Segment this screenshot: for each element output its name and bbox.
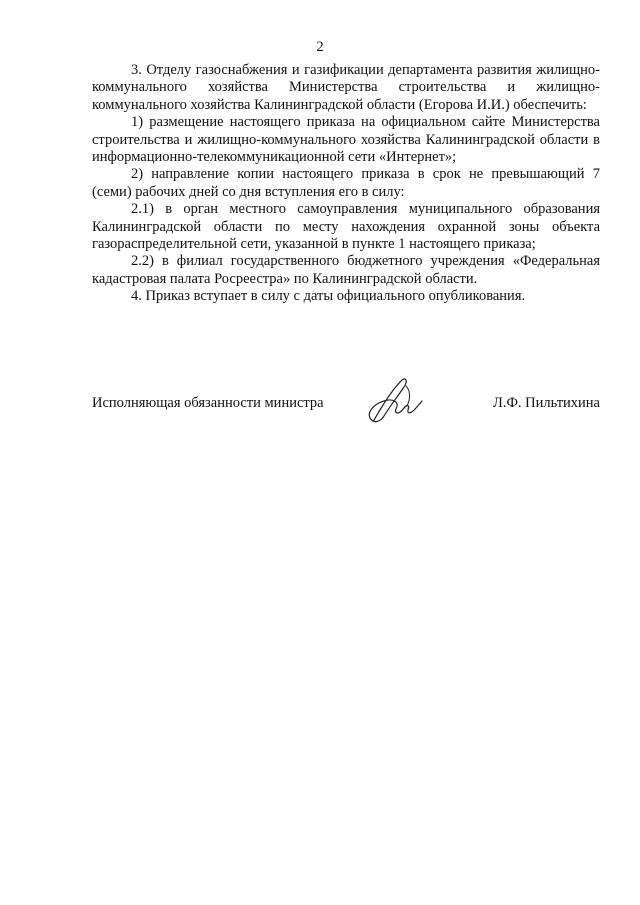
- paragraph-3-2: 2) направление копии настоящего приказа в срок не превышающий 7 (семи) рабочих дней со дня вступления его в силу:: [92, 166, 600, 200]
- document-body: [92, 62, 600, 306]
- signer-name: Л.Ф. Пильтихина: [493, 395, 600, 411]
- signer-position: Исполняющая обязанности министра: [92, 395, 324, 411]
- page-number: 2: [316, 39, 324, 55]
- paragraph-3-2-1: 2.1) в орган местного самоуправления муниципального образования Калининградской области по месту нахождения охранной зоны объекта газораспределительной сети, указанной в пункте 1 настоящего приказа;: [92, 201, 600, 253]
- paragraph-3: 3. Отделу газоснабжения и газификации департамента развития жилищно-коммунального хозяйства Министерства строительства и жилищно-коммунального хозяйства Калининградской области (Егорова И.И.) обеспечить:: [92, 62, 600, 113]
- signature-block: [92, 372, 600, 432]
- handwritten-signature: [360, 372, 432, 428]
- paragraph-4: 4. Приказ вступает в силу с даты официального опубликования.: [131, 288, 526, 305]
- paragraph-3-2-2: 2.2) в филиал государственного бюджетного учреждения «Федеральная кадастровая палата Росреестра» по Калининградской области.: [92, 253, 600, 287]
- paragraph-3-1: 1) размещение настоящего приказа на официальном сайте Министерства строительства и жилищно-коммунального хозяйства Калининградской области в информационно-телекоммуникационной сети «Интернет»;: [92, 114, 600, 166]
